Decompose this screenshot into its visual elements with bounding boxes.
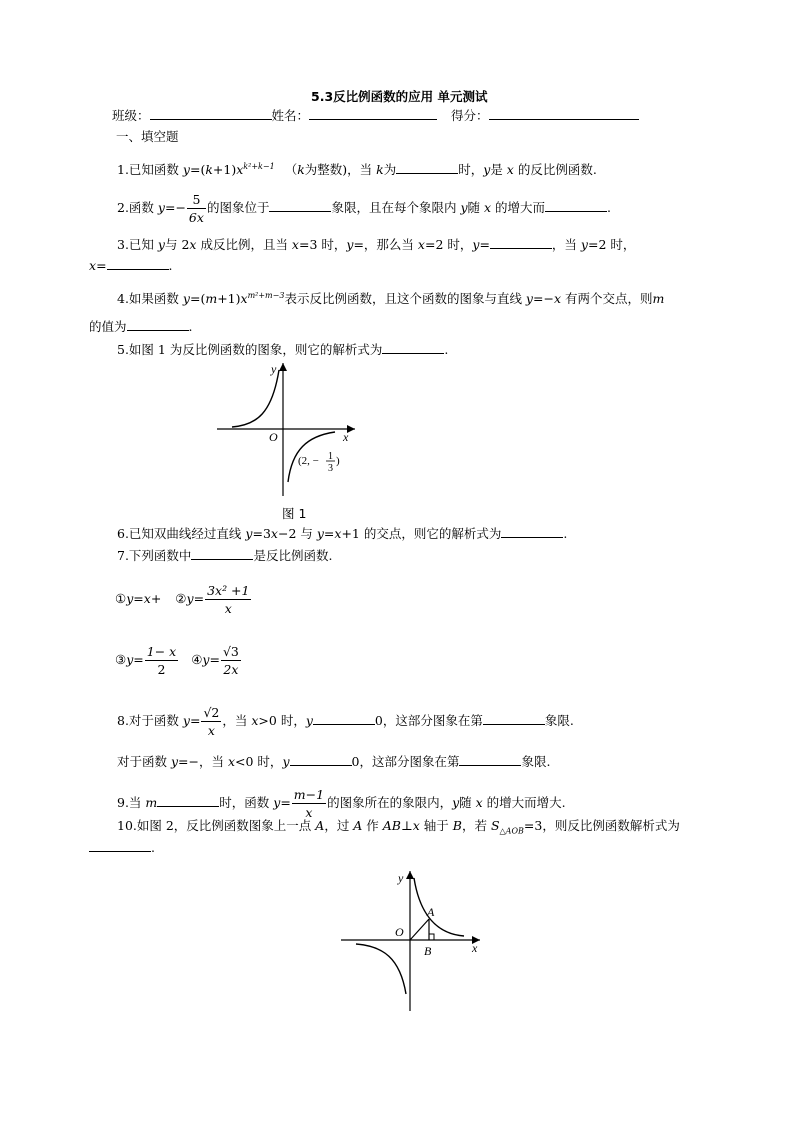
q5-blank[interactable] [382,341,444,354]
question-4: 4.如果函数 $y=(m+1)x^{m^2+m-3}$表示反比例函数，且这个函数的图象与直线 y=−x 有两个交点，则m [117,290,665,306]
question-3-cont: x= . [89,258,173,273]
fraction: $\frac{√3}{2x}$ [222,644,239,677]
question-8b: 对于函数 y=−，当 x<0 时，y 0，这部分图象在第 象限. [117,754,551,769]
question-9: 9.当 m 时，函数 y= $\frac{m-1}{x}$ 的图象所在的象限内，y随 x 的增大而增大. [117,787,566,820]
q3-blank-1[interactable] [490,236,552,249]
segment-OA [410,919,429,940]
q8-blank-1[interactable] [313,712,375,725]
svg-text:x: x [343,430,349,444]
name-field[interactable] [309,107,437,120]
q4-blank[interactable] [127,318,189,331]
name-label: 姓名： [271,108,310,123]
section-heading: 一、填空题 [116,129,179,144]
q10-blank[interactable] [89,839,151,852]
svg-text:y: y [398,871,404,885]
svg-text:A: A [427,905,435,919]
question-1: 1.已知函数 $y=(k+1)x^{k^2+k-1}$ （k为整数)，当 k为 时，y是 x 的反比例函数. [117,161,597,177]
question-7: 7.下列函数中 是反比例函数. [117,548,333,563]
right-angle-mark [429,934,434,940]
svg-text:): ) [336,455,340,467]
header-row [112,107,639,125]
curve-quadrant-2 [232,370,279,427]
figure-1 [212,358,362,503]
fraction: $\frac{\text{3x² +1}}{x}$ [207,583,250,616]
question-6: 6.已知双曲线经过直线 y=3x−2 与 y=x+1 的交点，则它的解析式为 . [117,526,568,541]
fraction: $\frac{1- x}{2}$ [146,644,177,677]
svg-text:x: x [472,941,478,955]
question-7-options-row2: ③y= $\frac{1- x}{2}$ ④y= $\frac{√3}{2x}$ [115,644,239,677]
svg-text:y: y [271,362,277,376]
q3-blank-2[interactable] [107,257,169,270]
curve-quadrant-3 [356,944,406,994]
figure-1-caption: 图 1 [282,506,307,521]
svg-text:O: O [269,430,278,444]
q2-blank-1[interactable] [269,199,331,212]
svg-text:3: 3 [328,463,333,474]
q8b-blank-1[interactable] [290,753,352,766]
fraction: $\frac{√2}{x}$ [203,705,220,738]
class-label: 班级： [112,108,150,123]
question-5: 5.如图 1 为反比例函数的图象，则它的解析式为 . [117,342,449,357]
svg-text:(2, −: (2, − [298,455,319,467]
score-field[interactable] [489,107,639,120]
fraction: $\frac{5}{6x}$ [188,192,204,225]
page-title: 5.3反比例函数的应用 单元测试 [311,89,488,104]
svg-text:1: 1 [328,451,333,462]
score-label: 得分： [451,108,489,123]
q2-blank-2[interactable] [545,199,607,212]
question-10-cont: . [89,839,155,857]
svg-text:O: O [395,925,404,939]
q9-blank[interactable] [157,794,219,807]
question-2: 2.函数 y=− $\frac{5}{6x}$ 的图象位于 象限，且在每个象限内 y随 x 的增大而 . [117,192,612,225]
class-field[interactable] [150,107,272,120]
q8b-blank-2[interactable] [459,753,521,766]
q7-blank[interactable] [191,547,253,560]
question-4-cont: 的值为 . [89,319,193,334]
figure-2 [338,866,488,1014]
q8-blank-2[interactable] [483,712,545,725]
q1-answer-blank[interactable] [396,161,458,174]
fraction: $\frac{m-1}{x}$ [293,787,325,820]
question-10: 10.如图 2，反比例函数图象上一点 A，过 A 作 AB⊥x 轴于 B，若 $S_{\triangle AOB}=3$，则反比例函数解析式为 [117,818,680,836]
q6-blank[interactable] [501,525,563,538]
question-3: 3.已知 y与 2x 成反比例，且当 x=3 时，y=，那么当 x=2 时，y= ，当 y=2 时， [117,237,636,252]
question-7-options-row1: ①y=x+ ②y= $\frac{\text{3x² +1}}{x}$ [115,583,250,616]
question-8: 8.对于函数 y= $\frac{√2}{x}$ ，当 x>0 时，y 0，这部分图象在第 象限. [117,705,574,738]
svg-text:B: B [424,944,432,958]
